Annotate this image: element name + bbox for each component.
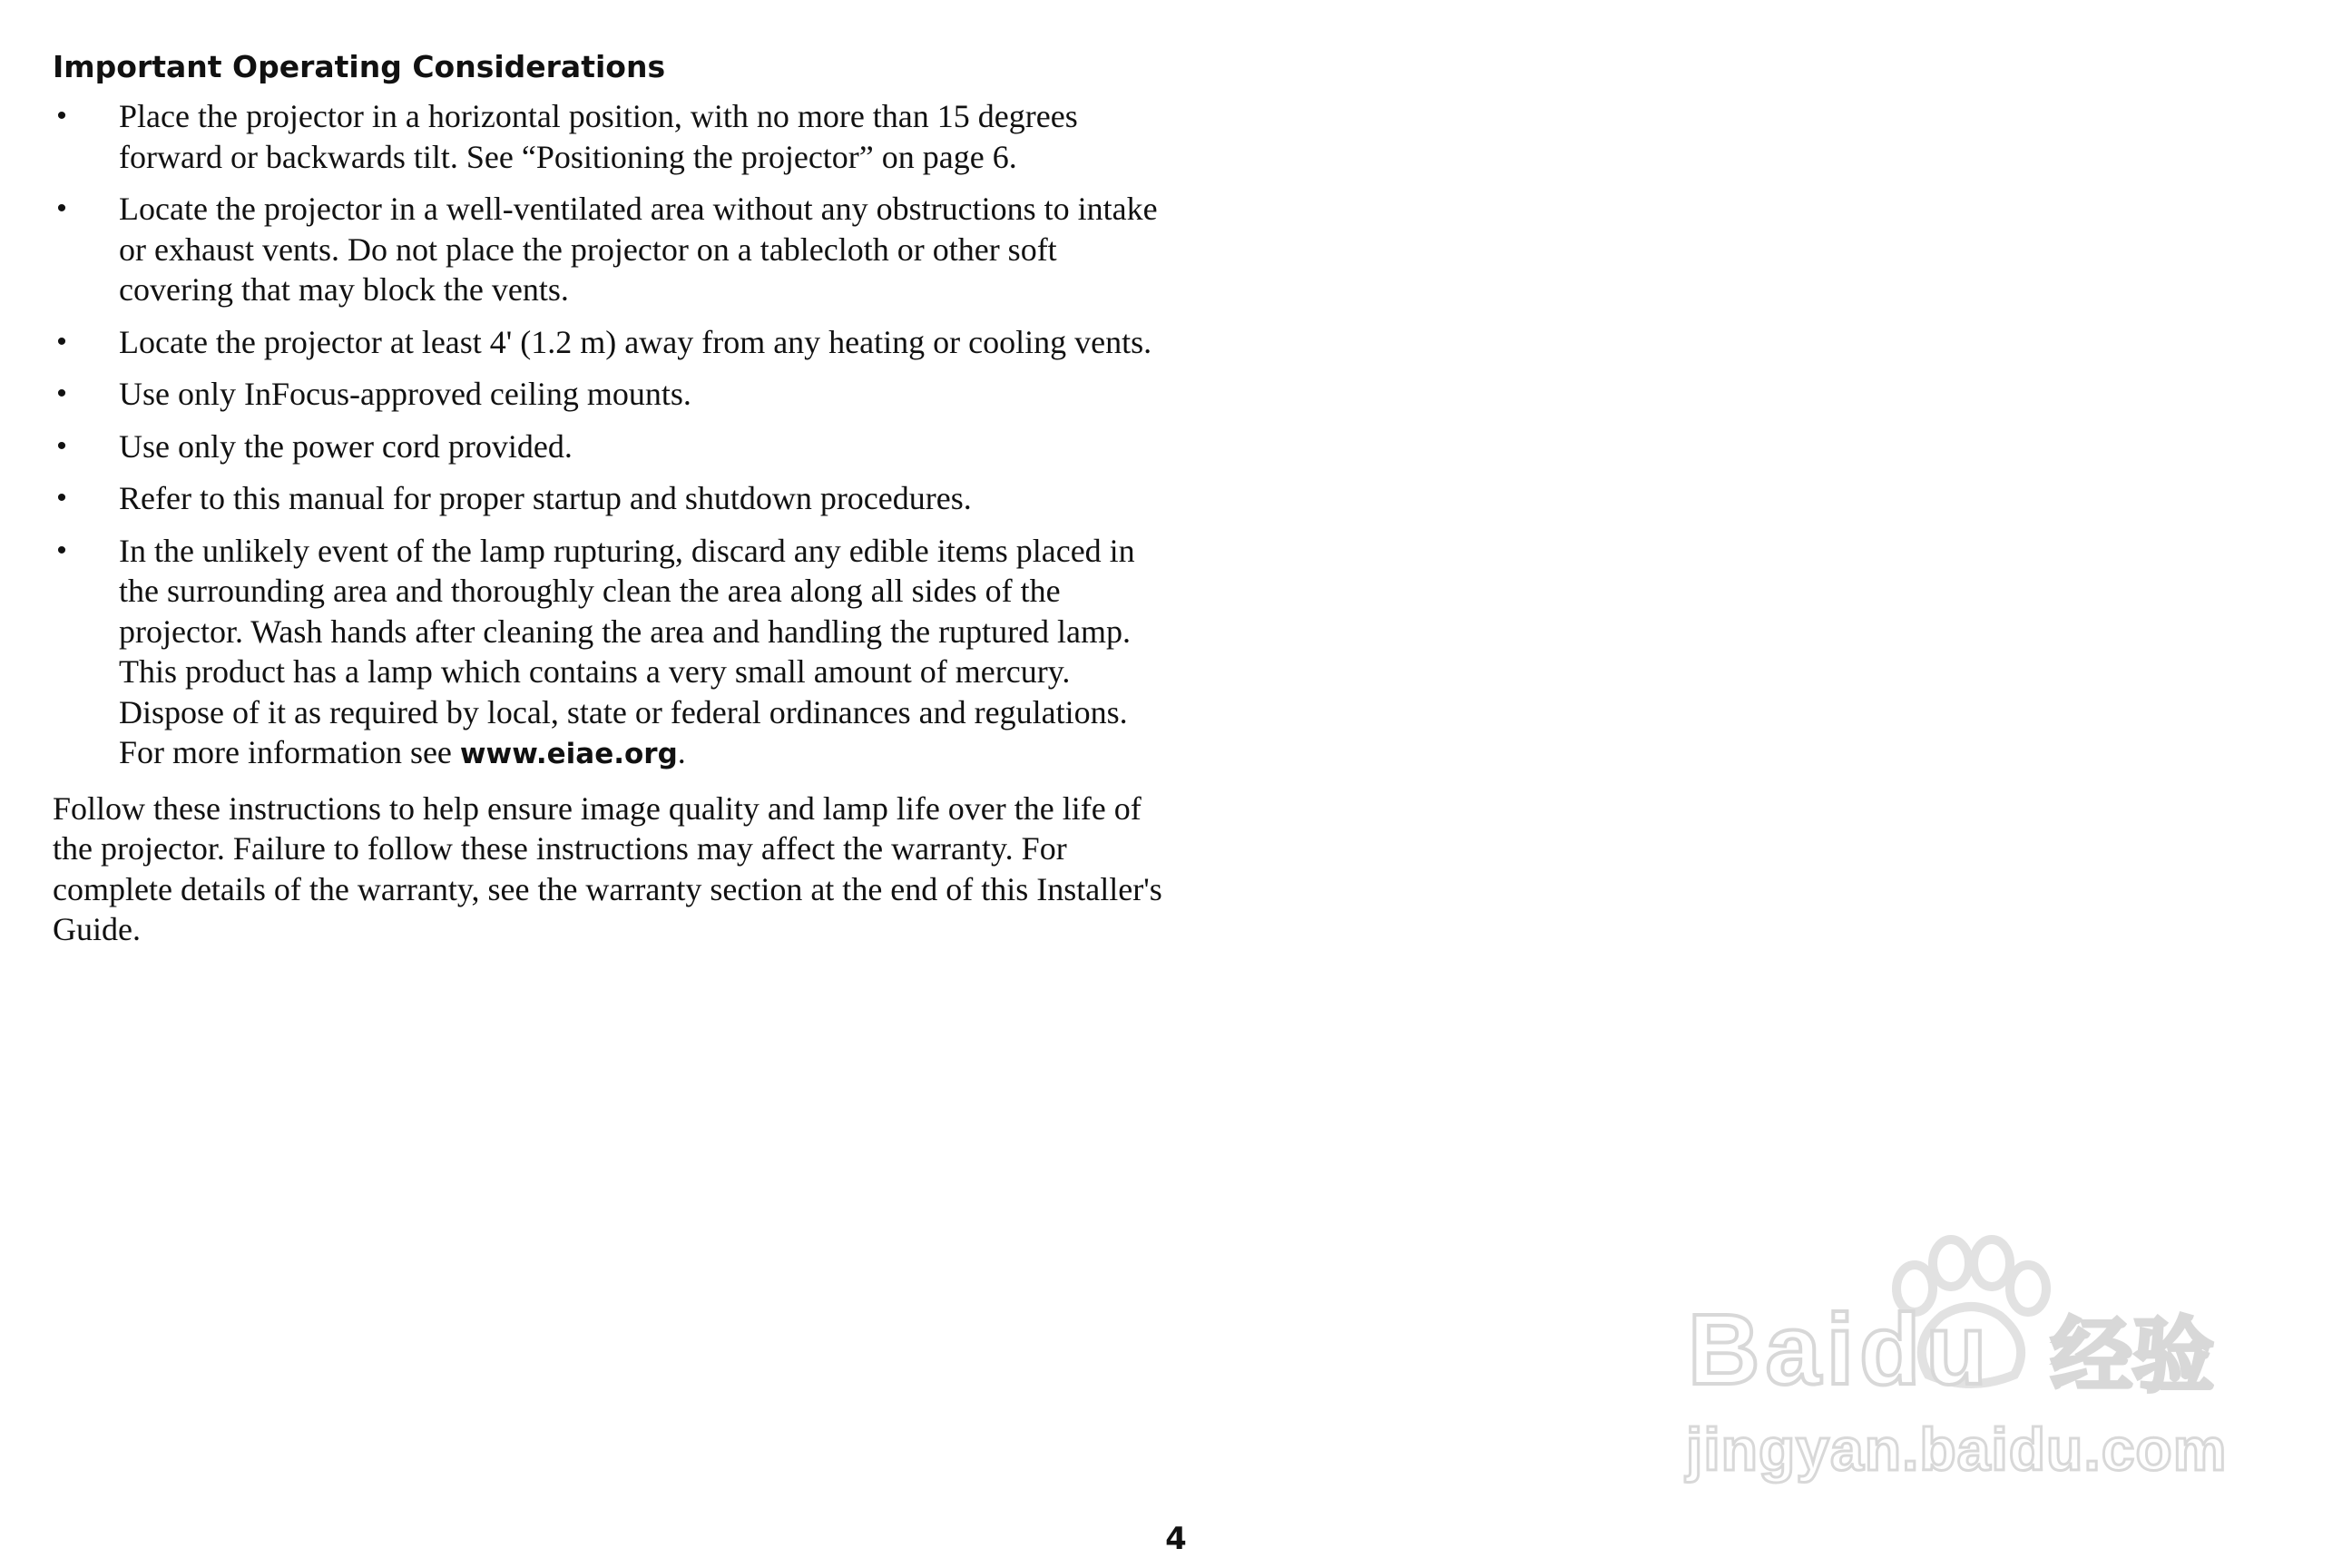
closing-paragraph: Follow these instructions to help ensure image quality and lamp life over the life of the projector. Failure to follow these instructions may affect the warranty. For complete details of the warranty, see the warranty section at the end of this Installer's Guide.: [53, 789, 1162, 947]
list-item: [53, 374, 1178, 415]
page-number: 4: [1165, 1521, 1187, 1557]
list-item-text: Refer to this manual for proper startup and shutdown procedures.: [119, 480, 972, 516]
list-item-text: Use only InFocus-approved ceiling mounts.: [119, 376, 691, 412]
list-item-text: In the unlikely event of the lamp rupturing, discard any edible items placed in the surrounding area and thoroughly clean the area along all sides of the projector. Wash hands after cleaning the area and handling the ruptured lamp. This product has a lamp which contains a very small amount of mercury. Dispose of it as required by local, state or federal ordinances and regulations. For more information see: [119, 532, 1135, 770]
bullet-icon: •: [56, 326, 67, 357]
list-item-text: Use only the power cord provided.: [119, 427, 573, 465]
list-item-text: Locate the projector in a well-ventilated area without any obstructions to intake or exhaust vents. Do not place the projector on a tablecloth or other soft covering that may block the vents.: [119, 191, 1158, 308]
section-heading: Important Operating Considerations: [53, 49, 666, 84]
list-item: [53, 531, 1178, 775]
bullet-icon: •: [56, 101, 67, 131]
considerations-list: [53, 96, 1178, 775]
list-item: [53, 426, 1178, 467]
bullet-icon: •: [56, 378, 67, 408]
list-item: [53, 322, 1178, 363]
bullet-icon: •: [56, 483, 67, 513]
watermark-url: jingyan.baidu.com: [1686, 1416, 2228, 1483]
eiae-link[interactable]: www.eiae.org: [459, 738, 678, 770]
baidu-watermark: [1670, 1216, 2250, 1488]
bullet-icon: •: [56, 430, 67, 461]
watermark-brand-cn: 经验: [2051, 1308, 2214, 1404]
list-item-text: Locate the projector at least 4' (1.2 m) away from any heating or cooling vents.: [119, 323, 1152, 360]
bullet-icon: •: [56, 534, 67, 565]
list-item: [53, 189, 1178, 310]
document-body: [53, 47, 1178, 950]
list-item-suffix: .: [677, 734, 686, 770]
list-item: [53, 96, 1178, 177]
list-item: [53, 478, 1178, 519]
list-item-text: Place the projector in a horizontal position, with no more than 15 degrees forward or backwards tilt. See “Positioning the projector” on page 6.: [119, 98, 1078, 175]
bullet-icon: •: [56, 193, 67, 223]
watermark-brand: Baidu: [1688, 1294, 1993, 1406]
